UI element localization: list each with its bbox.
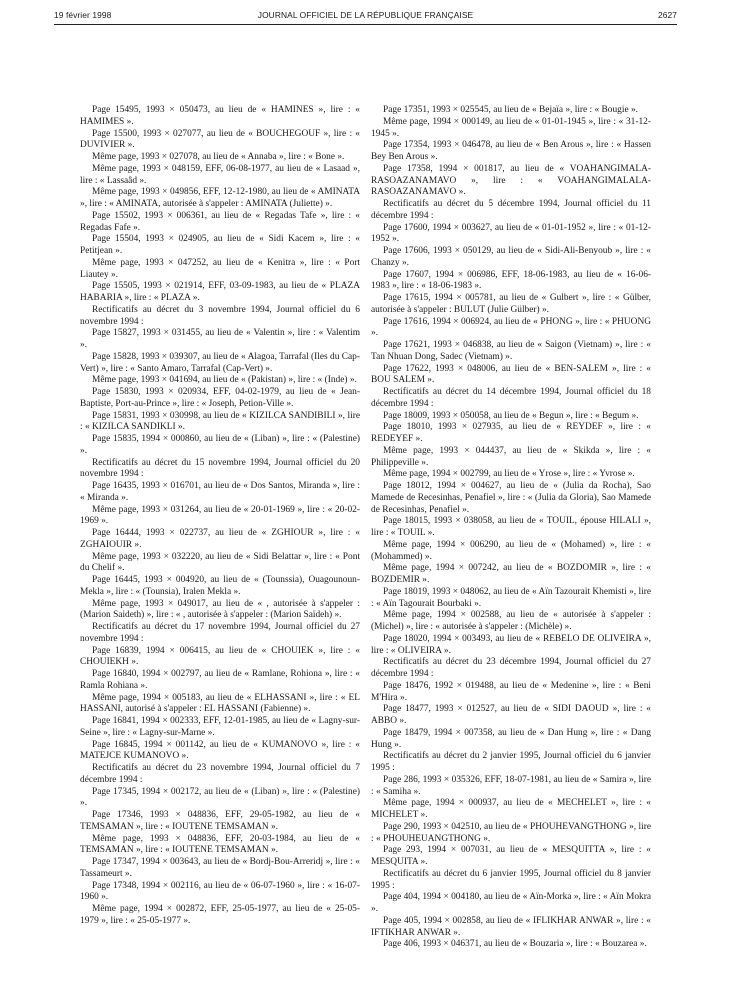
correction-entry: Même page, 1994 × 000937, au lieu de « MECHELET », lire : « MICHELET ». [371,798,651,820]
header-rule [54,24,677,25]
correction-entry: Page 17607, 1994 × 006986, EFF, 18-06-1983, au lieu de « 16-06-1983 », lire : « 18-06-1983 ». [371,269,651,292]
correction-entry: Même page, 1993 × 044437, au lieu de « Skikda », lire : « Philippeville ». [371,445,651,468]
correction-entry: Page 15504, 1993 × 024905, au lieu de « Sidi Kacem », lire : « Petitjean ». [80,234,360,256]
correction-entry: Même page, 1993 × 027078, au lieu de « Annaba », lire : « Bone ». [92,152,345,162]
correction-entry: Page 18479, 1994 × 007358, au lieu de « Dan Hung », lire : « Dang Hung ». [371,727,651,750]
correction-entry: Page 17622, 1993 × 048006, au lieu de « BEN-SALEM », lire : « BOU SALEM ». [371,363,651,386]
correction-entry: Page 17358, 1994 × 001817, au lieu de « VOAHANGIMALA-RASOAZANAMAVO », lire : « VOAHANGIMALALA-RASOAZANAMAVO ». [371,163,651,198]
correction-entry: Page 17615, 1994 × 005781, au lieu de « Gulbert », lire : « Gülber, autorisée à s'appeler : BULUT (Julie Gülber) ». [371,293,651,315]
correction-entry: Page 15828, 1993 × 039307, au lieu de « Alagoa, Tarrafal (Iles du Cap-Vert) », lire : « Santo Amaro, Tarrafal (Cap-Vert) ». [80,351,360,374]
correction-entry: Même page, 1994 × 002799, au lieu de « Yrose », lire : « Yvrose ». [383,469,635,480]
correction-entry: Rectificatifs au décret du 17 novembre 1994, Journal officiel du 27 novembre 1994 : [80,622,360,644]
header-date: 19 février 1998 [54,10,112,20]
correction-entry: Page 16444, 1993 × 022737, au lieu de « ZGHIOUR », lire : « ZGHAIOUIR ». [80,528,360,550]
correction-entry: Même page, 1994 × 007242, au lieu de « BOZDOMIR », lire : « BOZDEMIR ». [371,563,651,585]
correction-entry: Page 18020, 1994 × 003493, au lieu de « REBELO DE OLIVEIRA », lire : « OLIVEIRA ». [371,633,651,656]
page-number: 2627 [657,10,677,20]
correction-entry: Même page, 1994 × 002588, au lieu de « autorisée à s'appeler : (Michel) », lire : « autorisée à s'appeler : (Michèle) ». [371,610,651,632]
correction-entry: Page 18010, 1993 × 027935, au lieu de « REYDEF », lire : « REDEYEF ». [371,422,651,444]
correction-entry: Rectificatifs au décret du 3 novembre 1994, Journal officiel du 6 novembre 1994 : [80,304,360,327]
correction-entry: Page 17354, 1993 × 046478, au lieu de « Ben Arous », lire : « Hassen Bey Ben Arous ». [371,140,651,162]
correction-entry: Page 18019, 1993 × 048062, au lieu de « Aïn Tazourait Khemisti », lire : « Aïn Tagourait Bourbaki ». [371,586,651,609]
correction-entry: Page 15502, 1993 × 006361, au lieu de « Regadas Tafe », lire : « Regadas Fafe ». [80,210,360,233]
right-column [371,105,651,951]
correction-entry: Page 15827, 1993 × 031455, au lieu de « Valentin », lire : « Valentim ». [80,328,360,350]
correction-entry: Page 17600, 1994 × 003627, au lieu de « 01-01-1952 », lire : « 01-12-1952 ». [371,222,651,245]
correction-entry: Même page, 1994 × 005183, au lieu de « ELHASSANI », lire : « EL HASSANI, autorisé à s'appeler : EL HASSANI (Fabienne) ». [80,692,360,715]
correction-entry: Même page, 1994 × 006290, au lieu de « (Mohamed) », lire : « (Mohammed) ». [371,539,651,562]
correction-entry: Page 16839, 1994 × 006415, au lieu de « CHOUIEK », lire : « CHOUIEKH ». [80,645,360,668]
correction-entry: Même page, 1993 × 047252, au lieu de « Kenitra », lire : « Port Liautey ». [80,257,360,280]
correction-entry: Page 15505, 1993 × 021914, EFF, 03-09-1983, au lieu de « PLAZA HABARIA », lire : « PLAZA ». [80,281,360,303]
correction-entry: Page 18012, 1994 × 004627, au lieu de « (Julia da Rocha), Sao Mamede de Recesinhas, Penafiel », lire : « (Julia da Gloria), Sao Mamede de Recesinhas, Penafiel ». [371,481,651,515]
correction-entry: Même page, 1993 × 049017, au lieu de « , autorisée à s'appeler : (Marion Saideth) », lire : « , autorisée à s'appeler : (Marion Saïdeh) ». [80,598,360,621]
correction-entry: Page 404, 1994 × 004180, au lieu de « Aïn-Morka », lire : « Aïn Mokra ». [371,892,651,914]
correction-entry: Rectificatifs au décret du 6 janvier 1995, Journal officiel du 8 janvier 1995 : [371,868,651,891]
correction-entry: Page 17606, 1993 × 050129, au lieu de « Sidi-Ali-Benyoub », lire : « Chanzy ». [371,246,651,268]
correction-entry: Page 286, 1993 × 035326, EFF, 18-07-1981, au lieu de « Samira », lire : « Samiha ». [371,774,651,797]
correction-entry: Page 17621, 1993 × 046838, au lieu de « Saigon (Vietnam) », lire : « Tan Nhuan Dong, Sadec (Vietnam) ». [371,340,651,362]
correction-entry: Page 18015, 1993 × 038058, au lieu de « TOUIL, épouse HILALI », lire : « TOUIL ». [371,516,651,538]
correction-entry: Rectificatifs au décret du 14 décembre 1994, Journal officiel du 18 décembre 1994 : [371,387,651,409]
correction-entry: Page 16840, 1994 × 002797, au lieu de « Ramlane, Rohiona », lire : « Ramla Rohiana ». [80,669,360,691]
correction-entry: Page 15495, 1993 × 050473, au lieu de « HAMINES », lire : « HAMIMES ». [80,105,360,127]
correction-entry: Rectificatifs au décret du 23 novembre 1994, Journal officiel du 7 décembre 1994 : [80,763,360,785]
correction-entry: Page 15500, 1993 × 027077, au lieu de « BOUCHEGOUF », lire : « DUVIVIER ». [80,128,360,151]
header-title: JOURNAL OFFICIEL DE LA RÉPUBLIQUE FRANÇAISE [257,10,474,20]
correction-entry: Page 16841, 1994 × 002333, EFF, 12-01-1985, au lieu de « Lagny-sur-Seine », lire : « Lagny-sur-Marne ». [80,716,360,738]
correction-entry: Page 17616, 1994 × 006924, au lieu de « PHONG », lire : « PHUONG ». [371,316,651,339]
correction-entry: Page 16845, 1994 × 001142, au lieu de « KUMANOVO », lire : « MATEJCE KUMANOVO ». [80,739,360,762]
page-header [54,10,677,24]
correction-entry: Page 290, 1993 × 042510, au lieu de « PHOUHEVANGTHONG », lire : « PHOUHEUANGTHONG ». [371,821,651,844]
correction-entry: Page 15831, 1993 × 030998, au lieu de « KIZILCA SANDIBILI », lire : « KIZILCA SANDIKLI ». [80,410,360,433]
correction-entry: Page 17351, 1993 × 025545, au lieu de « Bejaïa », lire : « Bougie ». [383,105,638,115]
correction-entry: Même page, 1993 × 048836, EFF, 20-03-1984, au lieu de « TEMSAMAN », lire : « IOUTENE TEMSAMAN ». [80,833,360,856]
correction-entry: Rectificatifs au décret du 2 janvier 1995, Journal officiel du 6 janvier 1995 : [371,751,651,773]
correction-entry: Page 405, 1994 × 002858, au lieu de « IFLIKHAR ANWAR », lire : « IFTIKHAR ANWAR ». [371,915,651,938]
correction-entry: Même page, 1993 × 032220, au lieu de « Sidi Belattar », lire : « Pont du Chelif ». [80,551,360,574]
correction-entry: Même page, 1993 × 048159, EFF, 06-08-1977, au lieu de « Lasaad », lire : « Lassaâd ». [80,163,360,186]
correction-entry: Page 17346, 1993 × 048836, EFF, 29-05-1982, au lieu de « TEMSAMAN », lire : « IOUTENE TEMSAMAN ». [80,810,360,832]
correction-entry: Page 16445, 1993 × 004920, au lieu de « (Tounssia), Ouagounoun-Mekla », lire : « (Tounsia), Iralen Mekla ». [80,575,360,597]
correction-entry: Même page, 1993 × 041694, au lieu de « (Pakistan) », lire : « (Inde) ». [92,375,357,386]
correction-entry: Page 15830, 1993 × 020934, EFF, 04-02-1979, au lieu de « Jean-Baptiste, Port-au-Prince », lire : « Joseph, Petion-Ville ». [80,387,360,409]
left-column [80,105,360,928]
correction-entry: Même page, 1993 × 049856, EFF, 12-12-1980, au lieu de « AMINATA », lire : « AMINATA, autorisée à s'appeler : AMINATA (Juliette) ». [80,187,360,209]
correction-entry: Rectificatifs au décret du 23 décembre 1994, Journal officiel du 27 décembre 1994 : [371,657,651,679]
correction-entry: Même page, 1994 × 000149, au lieu de « 01-01-1945 », lire : « 31-12-1945 ». [371,116,651,139]
correction-entry: Page 17345, 1994 × 002172, au lieu de « (Liban) », lire : « (Palestine) ». [80,786,360,809]
correction-entry: Page 18476, 1992 × 019488, au lieu de « Medenine », lire : « Beni M'Hira ». [371,680,651,703]
correction-entry: Page 406, 1993 × 046371, au lieu de « Bouzaria », lire : « Bouzarea ». [383,939,647,950]
correction-entry: Page 293, 1994 × 007031, au lieu de « MESQUITTA », lire : « MESQUITA ». [371,845,651,867]
correction-entry: Même page, 1994 × 002872, EFF, 25-05-1977, au lieu de « 25-05-1979 », lire : « 25-05-1977 ». [80,904,360,926]
correction-entry: Rectificatifs au décret du 15 novembre 1994, Journal officiel du 20 novembre 1994 : [80,457,360,480]
correction-entry: Page 15835, 1994 × 000860, au lieu de « (Liban) », lire : « (Palestine) ». [80,434,360,456]
correction-entry: Même page, 1993 × 031264, au lieu de « 20-01-1969 », lire : « 20-02-1969 ». [80,504,360,527]
correction-entry: Page 18009, 1993 × 050058, au lieu de « Begun », lire : « Begum ». [383,410,639,421]
correction-entry: Page 17347, 1994 × 003643, au lieu de « Bordj-Bou-Arreridj », lire : « Tassameurt ». [80,857,360,879]
correction-entry: Page 17348, 1994 × 002116, au lieu de « 06-07-1960 », lire : « 16-07-1960 ». [80,880,360,903]
correction-entry: Page 18477, 1993 × 012527, au lieu de « SIDI DAOUD », lire : « ABBO ». [371,704,651,726]
correction-entry: Page 16435, 1993 × 016701, au lieu de « Dos Santos, Miranda », lire : « Miranda ». [80,481,360,503]
correction-entry: Rectificatifs au décret du 5 décembre 1994, Journal officiel du 11 décembre 1994 : [371,199,651,221]
